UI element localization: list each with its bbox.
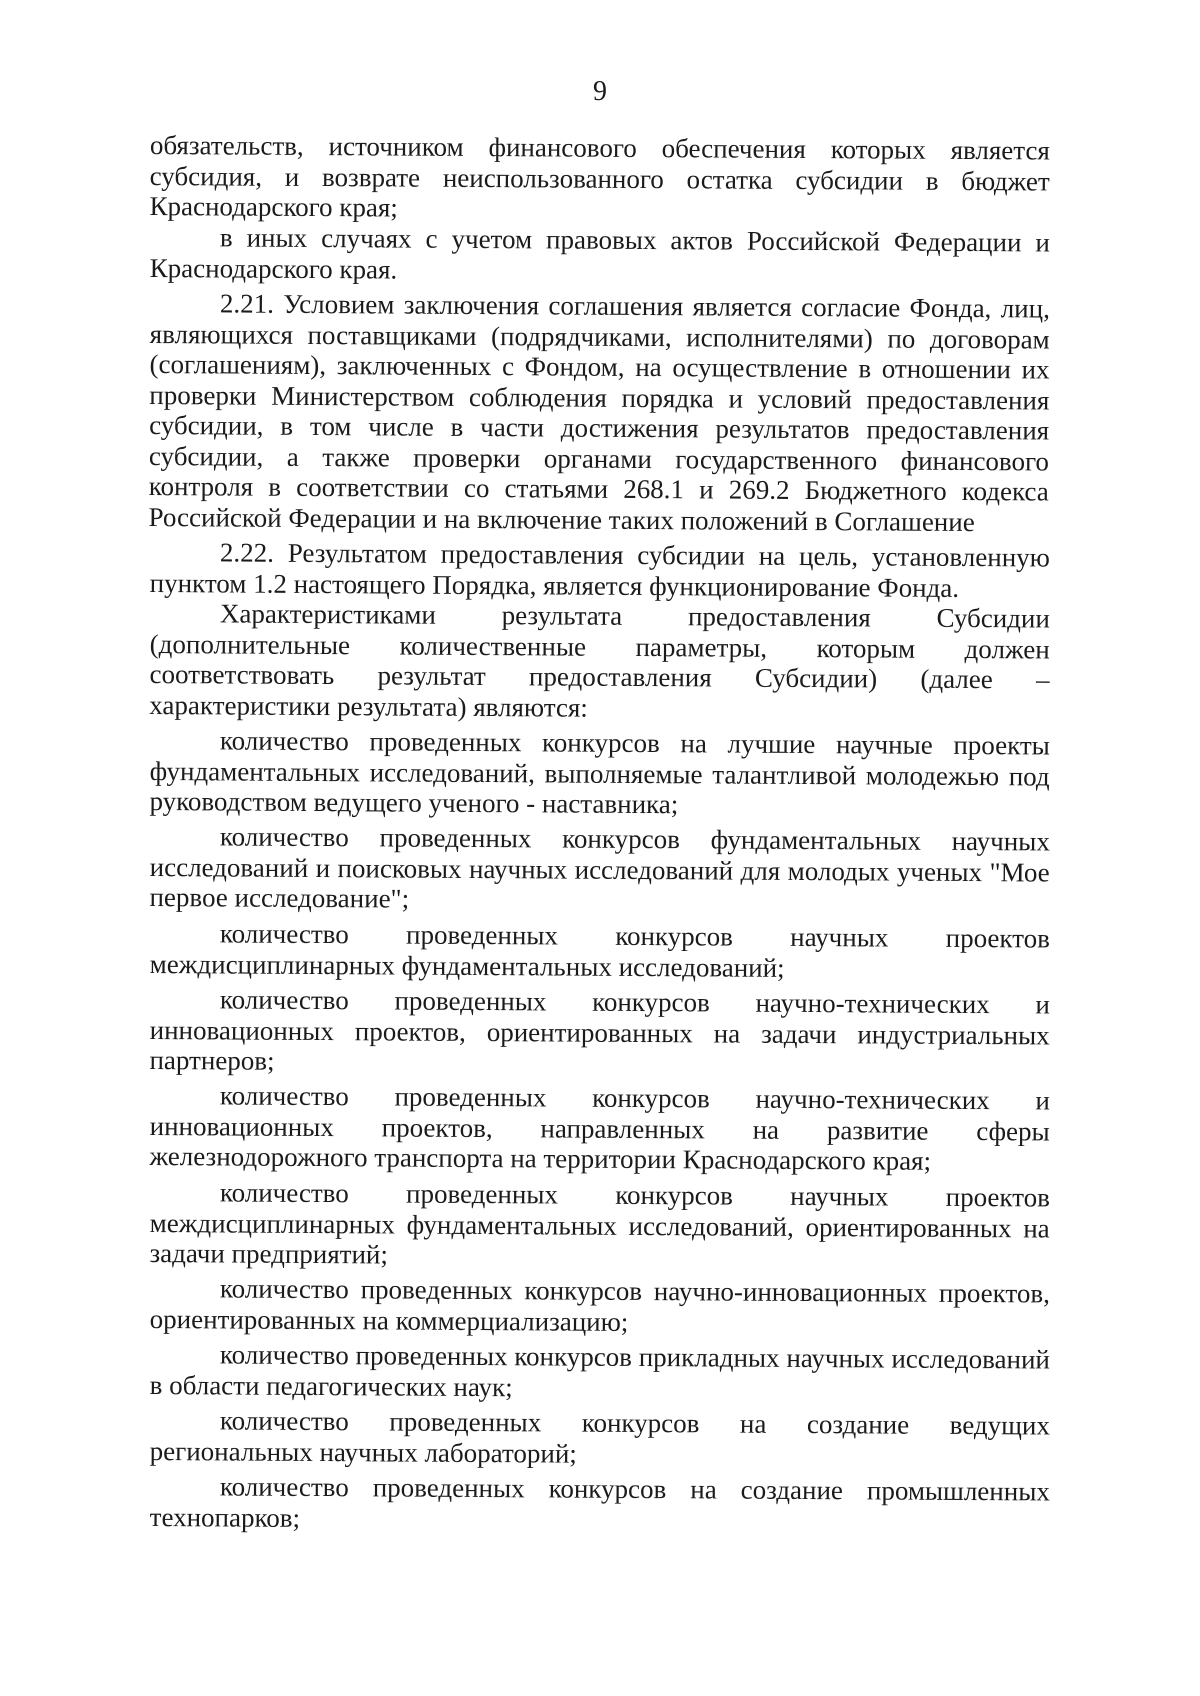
list-item: количество проведенных конкурсов фундаментальных научных исследований и поисковых научных исследований для молодых ученых "Мое первое исследование"; <box>149 821 1050 914</box>
paragraph-2-21: 2.21. Условием заключения соглашения является согласие Фонда, лиц, являющихся поставщиками (подрядчиками, исполнителями) по договорам (соглашениям), заключенных с Фондом, на осуществление в отношении их проверки Министерством соблюдения порядка и условий предоставления субсидии, в том числе в части достижения результатов предоставления субсидии, а также проверки органами государственного финансового контроля в соответствии со статьями 268.1 и 269.2 Бюджетного кодекса Российской Федерации и на включение таких положений в Соглашение <box>148 287 1050 537</box>
list-item: количество проведенных конкурсов на лучшие научные проекты фундаментальных исследований, выполняемые талантливой молодежью под руководством ведущего ученого - наставника; <box>149 724 1050 819</box>
document-body <box>150 130 1050 1532</box>
paragraph-result-characteristics: Характеристиками результата предоставления Субсидии (дополнительные количественные параметры, которым должен соответствовать результат предоставления Субсидии) (далее – характеристики результата) являются: <box>149 597 1050 722</box>
list-item: количество проведенных конкурсов научно-технических и инновационных проектов, направленных на развитие сферы железнодорожного транспорта на территории Краснодарского края; <box>149 1080 1050 1176</box>
list-item: количество проведенных конкурсов на создание промышленных технопарков; <box>149 1471 1050 1533</box>
paragraph-other-cases: в иных случаях с учетом правовых актов Российской Федерации и Краснодарского края. <box>149 221 1050 284</box>
list-item: количество проведенных конкурсов научно-инновационных проектов, ориентированных на коммерциализацию; <box>149 1273 1050 1337</box>
paragraph-obligations-continued: обязательств, источником финансового обеспечения которых является субсидия, и возврате неиспользованного остатка субсидии в бюджет Краснодарского края; <box>149 130 1050 223</box>
list-item: количество проведенных конкурсов прикладных научных исследований в области педагогических наук; <box>149 1339 1050 1402</box>
list-item: количество проведенных конкурсов научно-технических и инновационных проектов, ориентированных на задачи индустриальных партнеров; <box>149 983 1050 1076</box>
list-item: количество проведенных конкурсов научных проектов междисциплинарных фундаментальных исследований; <box>149 917 1050 982</box>
page-number: 9 <box>593 76 607 107</box>
list-item: количество проведенных конкурсов на создание ведущих региональных научных лабораторий; <box>149 1405 1050 1469</box>
list-item: количество проведенных конкурсов научных проектов междисциплинарных фундаментальных исследований, ориентированных на задачи предприятий; <box>149 1176 1050 1269</box>
paragraph-2-22: 2.22. Результатом предоставления субсидии на цель, установленную пунктом 1.2 настоящего Порядка, является функционирование Фонда. <box>149 536 1050 602</box>
